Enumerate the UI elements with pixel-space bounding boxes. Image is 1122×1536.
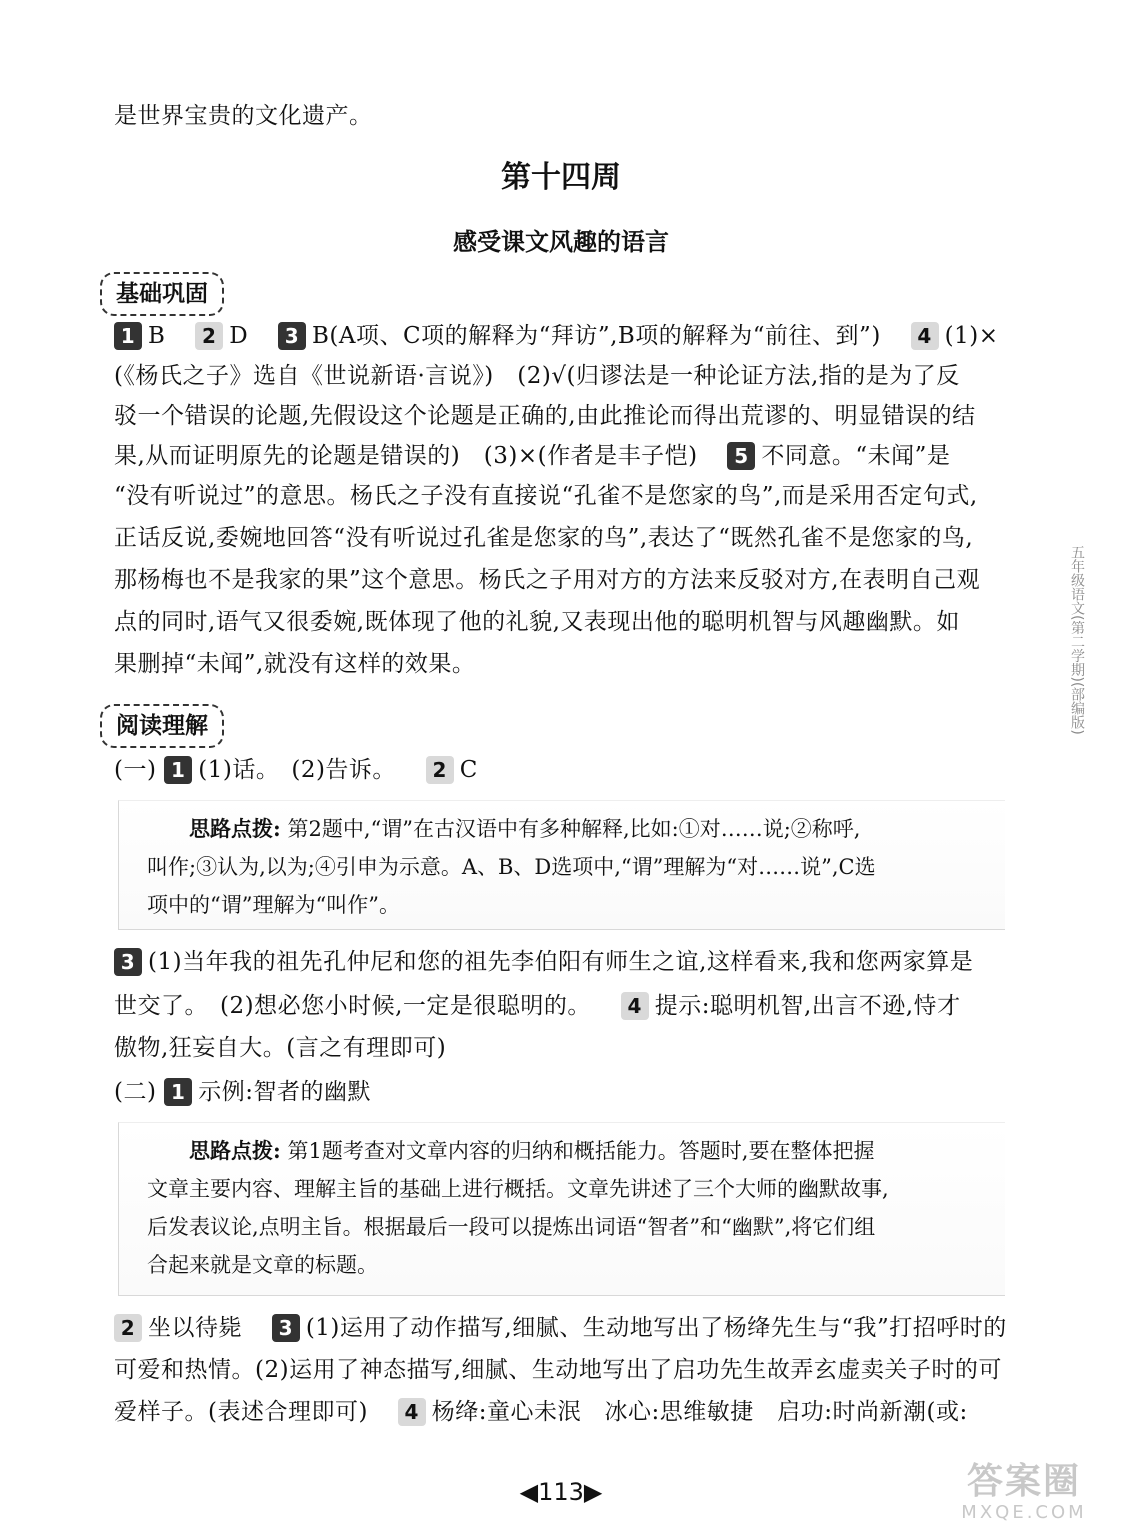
hint-box-1 xyxy=(118,800,1005,930)
basics-line-8: 点的同时,语气又很委婉,既体现了他的礼貌,又表现出他的聪明机智与风趣幽默。如 xyxy=(114,609,960,635)
question-number-badge: 4 xyxy=(911,322,939,350)
answer-text: 世交了。 (2)想必您小时候,一定是很聪明的。 xyxy=(114,993,591,1019)
top-line: 是世界宝贵的文化遗产。 xyxy=(114,103,373,129)
answer-text: (1)运用了动作描写,细腻、生动地写出了杨绛先生与“我”打招呼时的 xyxy=(305,1315,1007,1341)
reading-part2b-line-2: 可爱和热情。(2)运用了神态描写,细腻、生动地写出了启功先生故弄玄虚卖关子时的可 xyxy=(114,1357,1002,1383)
section-tag-basics: 基础巩固 xyxy=(100,272,224,316)
answer-text: D xyxy=(229,323,249,349)
question-number-badge: 4 xyxy=(398,1398,426,1426)
answer-text: C xyxy=(459,757,478,783)
reading-part2b-line-3 xyxy=(114,1394,1014,1430)
part-prefix: (一) xyxy=(114,757,157,783)
basics-line-5: “没有听说过”的意思。杨氏之子没有直接说“孔雀不是您家的鸟”,而是采用否定句式, xyxy=(114,483,978,509)
question-number-badge: 3 xyxy=(272,1314,300,1342)
answer-text: 杨绛:童心未泯 冰心:思维敏捷 启功:时尚新潮(或: xyxy=(431,1399,968,1425)
watermark-logo xyxy=(934,1462,1114,1532)
hint-box-2 xyxy=(118,1122,1005,1296)
reading-part1-line xyxy=(114,752,1014,788)
question-number-badge: 2 xyxy=(426,756,454,784)
answer-text: 示例:智者的幽默 xyxy=(198,1079,372,1105)
week-title: 第十四周 xyxy=(501,160,621,195)
question-number-badge: 1 xyxy=(114,322,142,350)
question-number-badge: 5 xyxy=(727,442,755,470)
question-number-badge: 2 xyxy=(195,322,223,350)
question-number-badge: 3 xyxy=(114,948,142,976)
reading-part2-line xyxy=(114,1074,1014,1110)
answer-text: (1)当年我的祖先孔仲尼和您的祖先李伯阳有师生之谊,这样看来,我和您两家算是 xyxy=(148,949,974,975)
question-number-badge: 3 xyxy=(278,322,306,350)
question-number-badge: 2 xyxy=(114,1314,142,1342)
answer-text: B(A项、C项的解释为“拜访”,B项的解释为“前往、到”) xyxy=(311,323,881,349)
question-number-badge: 1 xyxy=(164,1078,192,1106)
side-margin-text: 五年级语文(第二学期)(部编版) xyxy=(1069,545,1085,735)
basics-line-3: 驳一个错误的论题,先假设这个论题是正确的,由此推论而得出荒谬的、明显错误的结 xyxy=(114,403,976,429)
question-number-badge: 1 xyxy=(164,756,192,784)
answer-text: (1)话。 (2)告诉。 xyxy=(198,757,396,783)
basics-line-7: 那杨梅也不是我家的果”这个意思。杨氏之子用对方的方法来反驳对方,在表明自己观 xyxy=(114,567,981,593)
answer-text: 提示:聪明机智,出言不逊,恃才 xyxy=(654,993,961,1019)
lesson-title: 感受课文风趣的语言 xyxy=(453,228,669,256)
part-prefix: (二) xyxy=(114,1079,157,1105)
answer-text: 果,从而证明原先的论题是错误的) (3)×(作者是丰子恺) xyxy=(114,443,698,469)
basics-line-2: (《杨氏之子》选自《世说新语·言说》) (2)√(归谬法是一种论证方法,指的是为了反 xyxy=(114,363,960,389)
answer-text: (1)× xyxy=(944,323,999,349)
hint-label: 思路点拨: xyxy=(189,1138,281,1163)
basics-line-9: 果删掉“未闻”,就没有这样的效果。 xyxy=(114,651,476,677)
hint-text: 第1题考查对文章内容的归纳和概括能力。答题时,要在整体把握 xyxy=(287,1139,875,1163)
page-number: ◀113▶ xyxy=(519,1478,603,1506)
basics-line-1 xyxy=(114,318,1014,354)
answer-text: 不同意。“未闻”是 xyxy=(761,443,951,469)
reading-q3-line-1 xyxy=(114,944,1014,980)
reading-q3-line-2 xyxy=(114,988,1014,1024)
basics-line-4 xyxy=(114,438,1014,474)
reading-q3-line-3: 傲物,狂妄自大。(言之有理即可) xyxy=(114,1035,447,1061)
hint-line: 文章主要内容、理解主旨的基础上进行概括。文章先讲述了三个大师的幽默故事, xyxy=(147,1177,889,1201)
hint-text: 第2题中,“谓”在古汉语中有多种解释,比如:①对……说;②称呼, xyxy=(287,817,861,841)
hint-line xyxy=(189,813,989,845)
hint-line: 叫作;③认为,以为;④引申为示意。A、B、D选项中,“谓”理解为“对……说”,C选 xyxy=(147,855,876,879)
hint-label: 思路点拨: xyxy=(189,816,281,841)
answer-text: 坐以待毙 xyxy=(148,1315,242,1341)
hint-line: 合起来就是文章的标题。 xyxy=(147,1253,378,1277)
hint-line: 项中的“谓”理解为“叫作”。 xyxy=(147,893,400,917)
watermark-title: 答案圈 xyxy=(966,1461,1081,1502)
answer-text: 爱样子。(表述合理即可) xyxy=(114,1399,368,1425)
answer-text: B xyxy=(148,323,166,349)
question-number-badge: 4 xyxy=(621,992,649,1020)
basics-line-6: 正话反说,委婉地回答“没有听说过孔雀是您家的鸟”,表达了“既然孔雀不是您家的鸟, xyxy=(114,525,974,551)
watermark-url: MXQE.COM xyxy=(961,1502,1087,1523)
reading-part2b-line-1 xyxy=(114,1310,1014,1346)
hint-line: 后发表议论,点明主旨。根据最后一段可以提炼出词语“智者”和“幽默”,将它们组 xyxy=(147,1215,876,1239)
section-tag-reading: 阅读理解 xyxy=(100,704,224,748)
hint-line xyxy=(189,1135,989,1167)
